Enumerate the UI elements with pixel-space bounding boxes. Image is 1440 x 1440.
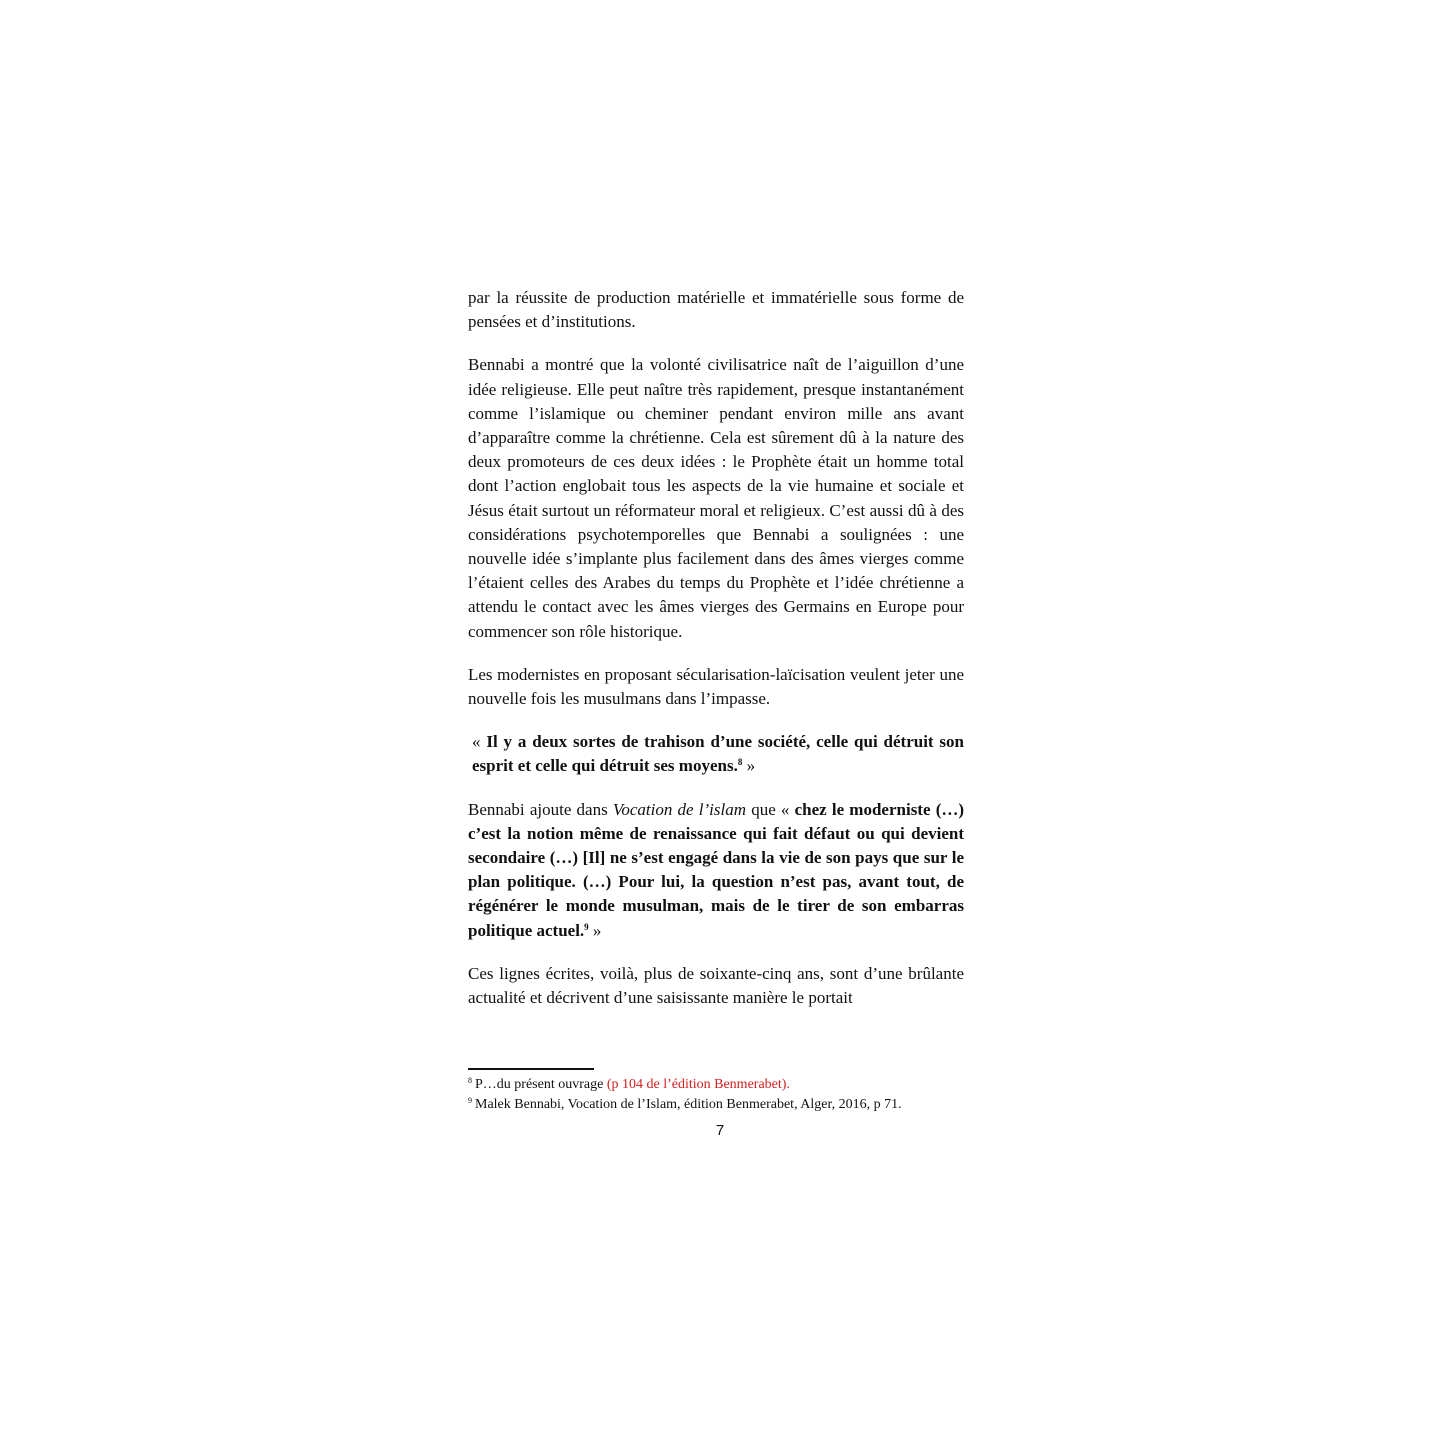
paragraph-1: par la réussite de production matérielle et immatérielle sous forme de pensées et d’institutions. xyxy=(468,288,964,332)
book-title: Vocation de l’islam xyxy=(612,799,747,819)
paragraph-6: Ces lignes écrites, voilà, plus de soixante-cinq ans, sont d’une brûlante actualité et décrivent d’une saisissante manière le portait xyxy=(468,963,964,1008)
footnote-9 xyxy=(468,1095,988,1115)
paragraph-gap xyxy=(468,334,964,353)
paragraph-2: Bennabi a montré que la volonté civilisatrice naît de l’aiguillon d’une idée religieuse. Elle peut naître très rapidement, presque instantanément comme l’islamique ou cheminer pendant environ mille ans avant d’apparaître comme la chrétienne. Cela est sûrement dû à la nature des deux promoteurs de ces deux idées : le Prophète était un homme total dont l’action englobait tous les aspects de la vie humaine et sociale et Jésus était surtout un réformateur moral et religieux. C’est aussi dû à des considérations psychotemporelles que Bennabi a soulignées : une nouvelle idée s’implante plus facilement dans des âmes vierges comme l’étaient celles des Arabes du temps du Prophète et l’idée chrétienne a attendu le contact avec les âmes vierges des Germains en Europe pour commencer son rôle historique. xyxy=(468,355,964,641)
paragraph-5-quote: chez le moderniste (…) c’est la notion même de renaissance qui fait défaut ou qui devient secondaire (…) [Il] ne s’est engagé dans la vie de son pays que sur le plan politique. (…) Pour lui, la question n’est pas, avant tout, de régénérer le monde musulman, mais de le tirer de son embarras politique actuel. xyxy=(468,799,965,940)
footnote-separator xyxy=(468,1068,594,1070)
paragraph-5-close: » xyxy=(588,920,602,940)
paragraph-gap xyxy=(468,943,964,962)
quote-open-mark: « xyxy=(472,732,487,752)
quote-close-mark: » xyxy=(742,756,756,776)
footnote-ref-9[interactable]: 9 xyxy=(584,921,589,932)
paragraph-5-mid: que « xyxy=(746,799,795,819)
footnotes xyxy=(468,1075,988,1114)
footnote-text: P…du présent ouvrage xyxy=(475,1077,607,1092)
footnote-text: Malek Bennabi, Vocation de l’Islam, édition Benmerabet, Alger, 2016, p 71. xyxy=(475,1096,902,1112)
page-body xyxy=(468,286,964,1010)
paragraph-gap xyxy=(468,779,964,798)
footnote-number: 8 xyxy=(468,1076,472,1085)
page-number: 7 xyxy=(715,1122,725,1139)
quote-text: Il y a deux sortes de trahison d’une société, celle qui détruit son esprit et celle qui détruit ses moyens. xyxy=(472,732,964,776)
footnote-highlight: (p 104 de l’édition Benmerabet). xyxy=(606,1077,790,1092)
paragraph-gap xyxy=(468,644,964,663)
footnote-8 xyxy=(468,1075,988,1095)
footnote-number: 9 xyxy=(468,1095,472,1105)
paragraph-5-intro: Bennabi ajoute dans xyxy=(468,799,613,819)
quote-paragraph xyxy=(468,730,964,778)
paragraph-3: Les modernistes en proposant sécularisation-laïcisation veulent jeter une nouvelle fois les musulmans dans l’impasse. xyxy=(468,664,964,709)
paragraph-5 xyxy=(468,798,964,943)
footnote-ref-8[interactable]: 8 xyxy=(737,757,743,768)
paragraph-gap xyxy=(468,711,964,730)
